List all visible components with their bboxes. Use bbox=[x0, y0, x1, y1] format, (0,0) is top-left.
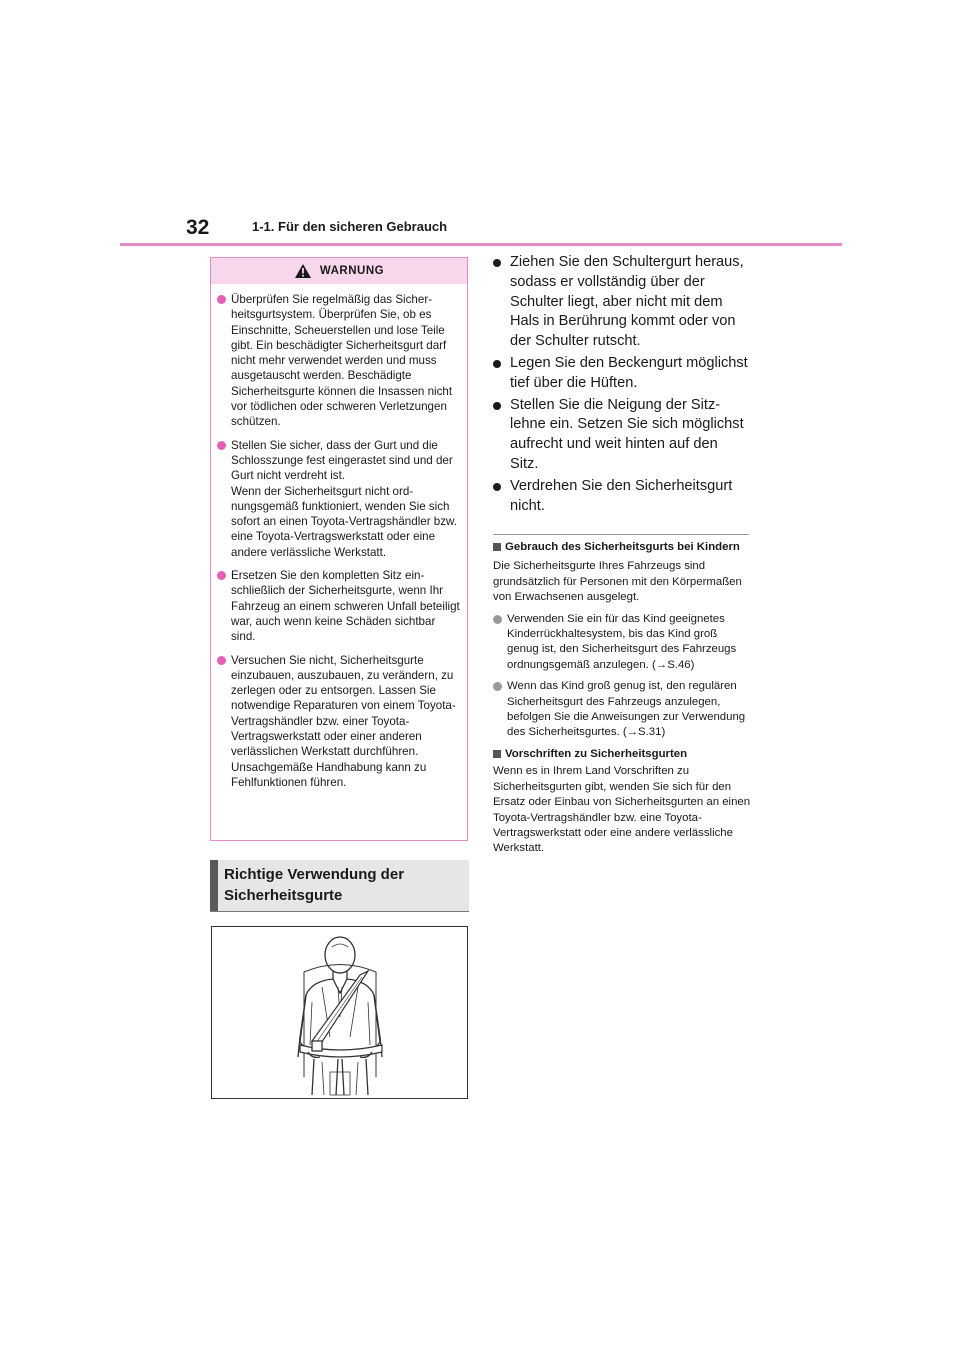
bullet-icon bbox=[217, 441, 226, 450]
regulations-heading bbox=[493, 747, 751, 762]
chapter-title: 1-1. Für den sicheren Gebrauch bbox=[252, 219, 448, 234]
square-bullet-icon bbox=[493, 750, 501, 758]
bullet-icon bbox=[217, 295, 226, 304]
section-divider bbox=[493, 534, 749, 535]
bullet-icon bbox=[217, 656, 226, 665]
warning-item-text: Ersetzen Sie den kompletten Sitz einschließlich der Sicherheitsgurte, wenn Ihr Fahrzeug an einem schweren Unfall beteiligt war, auch wenn keine Schäden sichtbar sind. bbox=[231, 569, 460, 644]
bullet-icon bbox=[493, 615, 502, 624]
warning-item-text: Stellen Sie sicher, dass der Gurt und die Schlosszunge fest eingerastet sind und der Gurt nicht verdreht ist. Wenn der Sicherheitsgurt nicht ordnungsgemäß funktioniert, wenden Sie sich sofort an einen Toyota-Vertragshändler bzw. eine Toyota-Vertragswerkstatt oder eine andere verlässliche Werkstatt. bbox=[231, 438, 458, 559]
warning-box bbox=[210, 257, 468, 841]
warning-item bbox=[217, 438, 463, 560]
instruction-text: Legen Sie den Beckengurt möglichst tief über die Hüften. bbox=[510, 354, 748, 391]
page-number: 32 bbox=[186, 216, 210, 239]
bullet-icon bbox=[493, 402, 501, 410]
children-heading-text: Gebrauch des Sicherheitsgurts bei Kindern bbox=[505, 541, 740, 553]
bullet-icon bbox=[493, 483, 501, 491]
children-section bbox=[493, 540, 751, 857]
instruction-text: Ziehen Sie den Schultergurt heraus, sodass er vollständig über der Schulter liegt, aber nicht mit dem Hals in Berührung kommt oder von der Schulter rutscht. bbox=[510, 254, 744, 350]
bullet-icon bbox=[493, 259, 501, 267]
bullet-icon bbox=[217, 571, 226, 580]
seatbelt-illustration bbox=[211, 926, 468, 1099]
instruction-list bbox=[493, 253, 749, 518]
section-heading bbox=[210, 860, 469, 912]
warning-item-text: Überprüfen Sie regelmäßig das Sicherheitsgurtsystem. Überprüfen Sie, ob es Einschnitte, Scheuerstellen und lose Teile gibt. Ein beschädigter Sicherheitsgurt darf nicht mehr verwendet werden und muss ausgetauscht werden. Beschädigte Sicherheitsgurte können die Insassen nicht vor tödlichen oder schweren Verletzungen schützen. bbox=[231, 293, 453, 429]
section-title: Richtige Verwendung der Sicherheitsgurte bbox=[224, 866, 405, 904]
instruction-item bbox=[493, 396, 749, 475]
section-bar bbox=[210, 860, 218, 911]
instruction-text: Verdrehen Sie den Sicherheitsgurt nicht. bbox=[510, 477, 733, 514]
children-item bbox=[493, 612, 751, 674]
instruction-item bbox=[493, 477, 749, 517]
children-item-text: Wenn das Kind groß genug ist, den regulären Sicherheitsgurt des Fahrzeugs anzulegen, befolgen Sie die Anweisungen zur Verwendung des Sicherheitsgurtes. (→S.31) bbox=[507, 680, 746, 739]
warning-item bbox=[217, 568, 463, 644]
children-intro: Die Sicherheitsgurte Ihres Fahrzeugs sind grundsätzlich für Personen mit den Körpermaßen von Erwachsenen ausgelegt. bbox=[493, 560, 742, 604]
warning-item-text: Versuchen Sie nicht, Sicherheitsgurte einzubauen, auszubauen, zu verändern, zu zerlegen oder zu entsorgen. Lassen Sie notwendige Reparaturen von einem Toyota-Vertragshändler bzw. einer Toyota-Vertragswerkstatt oder einer anderen verlässlichen Werkstatt durchführen. Unsachgemäße Handhabung kann zu Fehlfunktionen führen. bbox=[231, 653, 456, 789]
warning-header bbox=[211, 258, 467, 284]
instruction-text: Stellen Sie die Neigung der Sitzlehne ein. Setzen Sie sich möglichst aufrecht und weit hinten auf den Sitz. bbox=[510, 396, 744, 472]
bullet-icon bbox=[493, 682, 502, 691]
regulations-heading-text: Vorschriften zu Sicherheitsgurten bbox=[505, 747, 688, 760]
header-rule bbox=[120, 243, 842, 246]
children-item bbox=[493, 679, 751, 741]
instruction-item bbox=[493, 253, 749, 352]
children-item-text: Verwenden Sie ein für das Kind geeignetes Kinderrückhaltesystem, bis das Kind groß genug ist, den Sicherheitsgurt des Fahrzeugs ordnungsgemäß anzulegen. (→S.46) bbox=[507, 612, 737, 671]
children-heading bbox=[493, 540, 751, 555]
seated-person-with-seatbelt-icon bbox=[212, 927, 467, 1098]
warning-triangle-icon bbox=[294, 263, 312, 279]
warning-item bbox=[217, 653, 463, 791]
bullet-icon bbox=[493, 360, 501, 368]
square-bullet-icon bbox=[493, 543, 501, 551]
warning-title: WARNUNG bbox=[319, 265, 385, 277]
instruction-item bbox=[493, 354, 749, 394]
warning-item bbox=[217, 292, 463, 430]
regulations-text: Wenn es in Ihrem Land Vorschriften zu Sicherheitsgurten gibt, wenden Sie sich für den Ersatz oder Einbau von Sicherheitsgurten an einen Toyota-Vertragshändler bzw. eine Toyota-Vertragswerkstatt oder eine andere verlässliche Werkstatt. bbox=[493, 765, 751, 855]
warning-list bbox=[217, 292, 463, 798]
